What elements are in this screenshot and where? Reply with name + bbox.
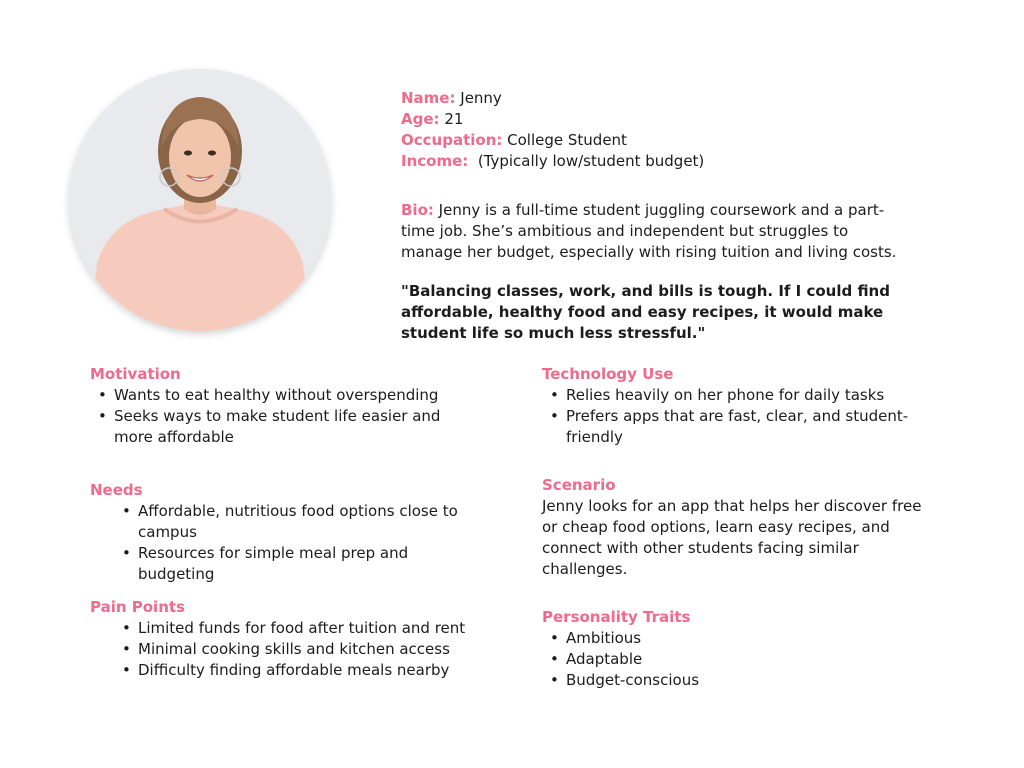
name-row: Name: Jenny xyxy=(401,89,502,107)
occupation-value: College Student xyxy=(507,131,627,149)
list-item: • Resources for simple meal prep and budgeting xyxy=(90,543,470,585)
needs-title: Needs xyxy=(90,481,143,499)
list-item: • Ambitious xyxy=(542,628,902,649)
profile-details xyxy=(401,88,704,172)
technology-title: Technology Use xyxy=(542,365,674,383)
list-item: • Wants to eat healthy without overspending xyxy=(90,385,450,406)
bio xyxy=(401,200,901,263)
age-row: Age: 21 xyxy=(401,110,464,128)
list-item: • Minimal cooking skills and kitchen access xyxy=(90,639,490,660)
name-value: Jenny xyxy=(460,89,502,107)
list-item: • Relies heavily on her phone for daily tasks xyxy=(542,385,912,406)
age-value: 21 xyxy=(444,110,464,128)
motivation-title: Motivation xyxy=(90,365,181,383)
list-item: • Limited funds for food after tuition and rent xyxy=(90,618,490,639)
pain-points-section xyxy=(90,597,490,681)
pain-points-title: Pain Points xyxy=(90,598,185,616)
list-item: • Affordable, nutritious food options close to campus xyxy=(90,501,470,543)
scenario-text: Jenny looks for an app that helps her discover free or cheap food options, learn easy recipes, and connect with other students facing similar challenges. xyxy=(542,497,922,578)
list-item: • Seeks ways to make student life easier and more affordable xyxy=(90,406,450,448)
personality-title: Personality Traits xyxy=(542,608,691,626)
list-item: • Prefers apps that are fast, clear, and student-friendly xyxy=(542,406,912,448)
persona-quote: "Balancing classes, work, and bills is tough. If I could find affordable, healthy food and easy recipes, it would make student life so much less stressful." xyxy=(401,282,890,342)
income-row: Income: (Typically low/student budget) xyxy=(401,152,705,170)
income-value: (Typically low/student budget) xyxy=(477,152,705,170)
persona-photo xyxy=(69,69,331,331)
occupation-row: Occupation: College Student xyxy=(401,131,627,149)
needs-section xyxy=(90,480,470,585)
scenario-title: Scenario xyxy=(542,476,616,494)
scenario-section xyxy=(542,475,922,580)
list-item: • Budget-conscious xyxy=(542,670,902,691)
list-item: • Adaptable xyxy=(542,649,902,670)
persona-portrait-image xyxy=(69,69,331,331)
personality-section xyxy=(542,607,902,691)
motivation-section xyxy=(90,364,450,448)
bio-text: Jenny is a full-time student juggling coursework and a part-time job. She’s ambitious and independent but struggles to manage her budget, especially with rising tuition and living costs. xyxy=(401,201,897,261)
technology-section xyxy=(542,364,912,448)
bio-label: Bio: xyxy=(401,201,434,219)
list-item: • Difficulty finding affordable meals nearby xyxy=(90,660,490,681)
